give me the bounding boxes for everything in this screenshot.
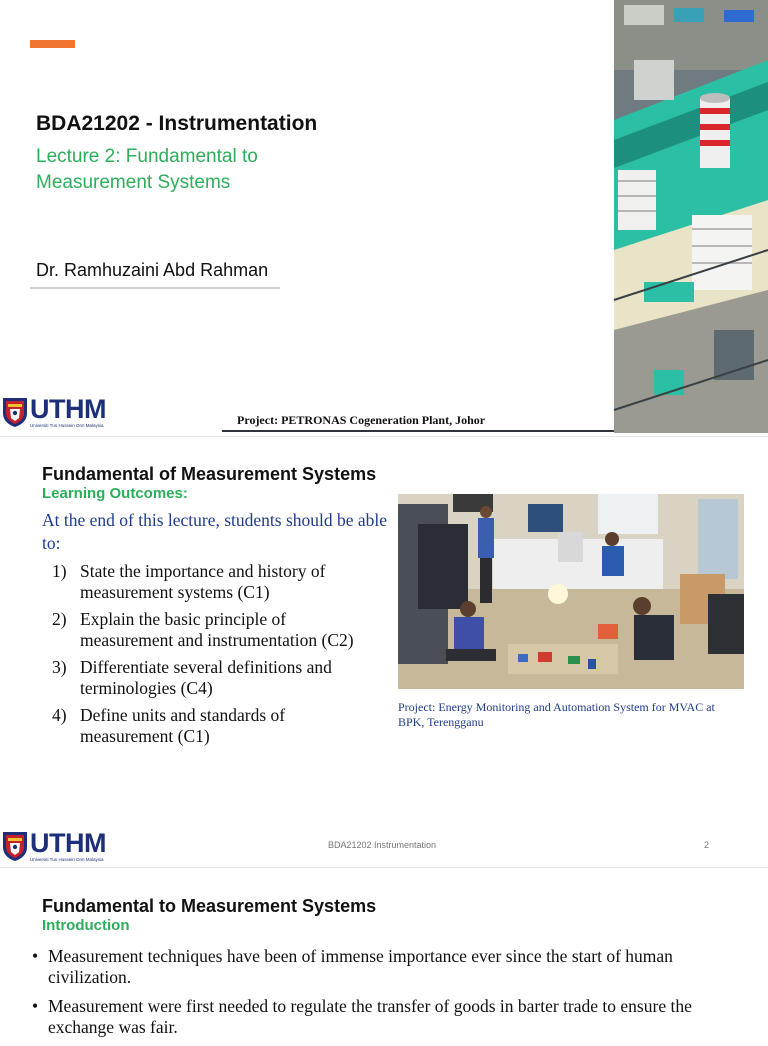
slide-title: Fundamental of Measurement Systems — [42, 464, 377, 484]
item-text: Define units and standards of measurement (C1) — [80, 705, 286, 746]
bullet-icon: • — [32, 946, 39, 966]
logo-wordmark: UTHM — [30, 828, 106, 858]
lecture-subtitle: Lecture 2: Fundamental to Measurement Systems — [36, 146, 258, 193]
item-number: 2) — [52, 609, 67, 629]
slide-separator — [0, 867, 768, 868]
logo-wordmark: UTHM — [30, 394, 106, 424]
uthm-logo — [2, 830, 106, 862]
slide-subheading: Learning Outcomes: — [42, 485, 188, 502]
item-text: Differentiate several definitions and terminologies (C4) — [80, 657, 332, 698]
title-slide — [0, 0, 768, 433]
item-text: Measurement were first needed to regulate the transfer of goods in barter trade to ensure the exchange was fair. — [48, 996, 692, 1037]
logo-subtext: Universiti Tun Hussein Onn Malaysia — [30, 857, 104, 862]
list-item — [50, 705, 370, 746]
university-crest-icon — [2, 396, 28, 428]
author-name: Dr. Ramhuzaini Abd Rahman — [36, 260, 269, 280]
item-text: State the importance and history of measurement systems (C1) — [80, 561, 326, 602]
photo-caption: Project: PETRONAS Cogeneration Plant, Johor — [237, 413, 486, 427]
item-text: Explain the basic principle of measurement and instrumentation (C2) — [80, 609, 354, 650]
bullet-list — [32, 946, 752, 1046]
caption-rule — [222, 430, 614, 432]
logo-subtext: Universiti Tun Hussein Onn Malaysia — [30, 423, 104, 428]
photo-caption: Project: Energy Monitoring and Automation System for MVAC at BPK, Terengganu — [398, 700, 715, 729]
university-crest-icon — [2, 830, 28, 862]
item-number: 1) — [52, 561, 67, 581]
learning-outcomes-list — [50, 561, 370, 753]
slide-separator — [0, 436, 768, 437]
list-item — [32, 946, 752, 988]
bullet-icon: • — [32, 996, 39, 1016]
intro-text: At the end of this lecture, students should be able to: — [42, 510, 388, 553]
footer-course-text: BDA21202 Instrumentation — [328, 840, 437, 850]
list-item — [50, 561, 370, 602]
cogeneration-plant-photo — [614, 0, 768, 433]
lab-team-photo — [398, 494, 744, 689]
course-title: BDA21202 - Instrumentation — [36, 112, 318, 135]
item-text: Measurement techniques have been of immense importance ever since the start of human civilization. — [48, 946, 673, 987]
introduction-slide — [0, 870, 768, 1037]
page-number: 2 — [704, 840, 710, 850]
learning-outcomes-slide — [0, 440, 768, 865]
uthm-logo — [2, 396, 106, 428]
divider — [30, 287, 280, 289]
item-number: 4) — [52, 705, 67, 725]
slide-subheading: Introduction — [42, 917, 130, 934]
list-item — [50, 609, 370, 650]
list-item — [32, 996, 752, 1038]
list-item — [50, 657, 370, 698]
item-number: 3) — [52, 657, 67, 677]
slide-title: Fundamental to Measurement Systems — [42, 896, 377, 916]
accent-bar — [30, 40, 75, 48]
